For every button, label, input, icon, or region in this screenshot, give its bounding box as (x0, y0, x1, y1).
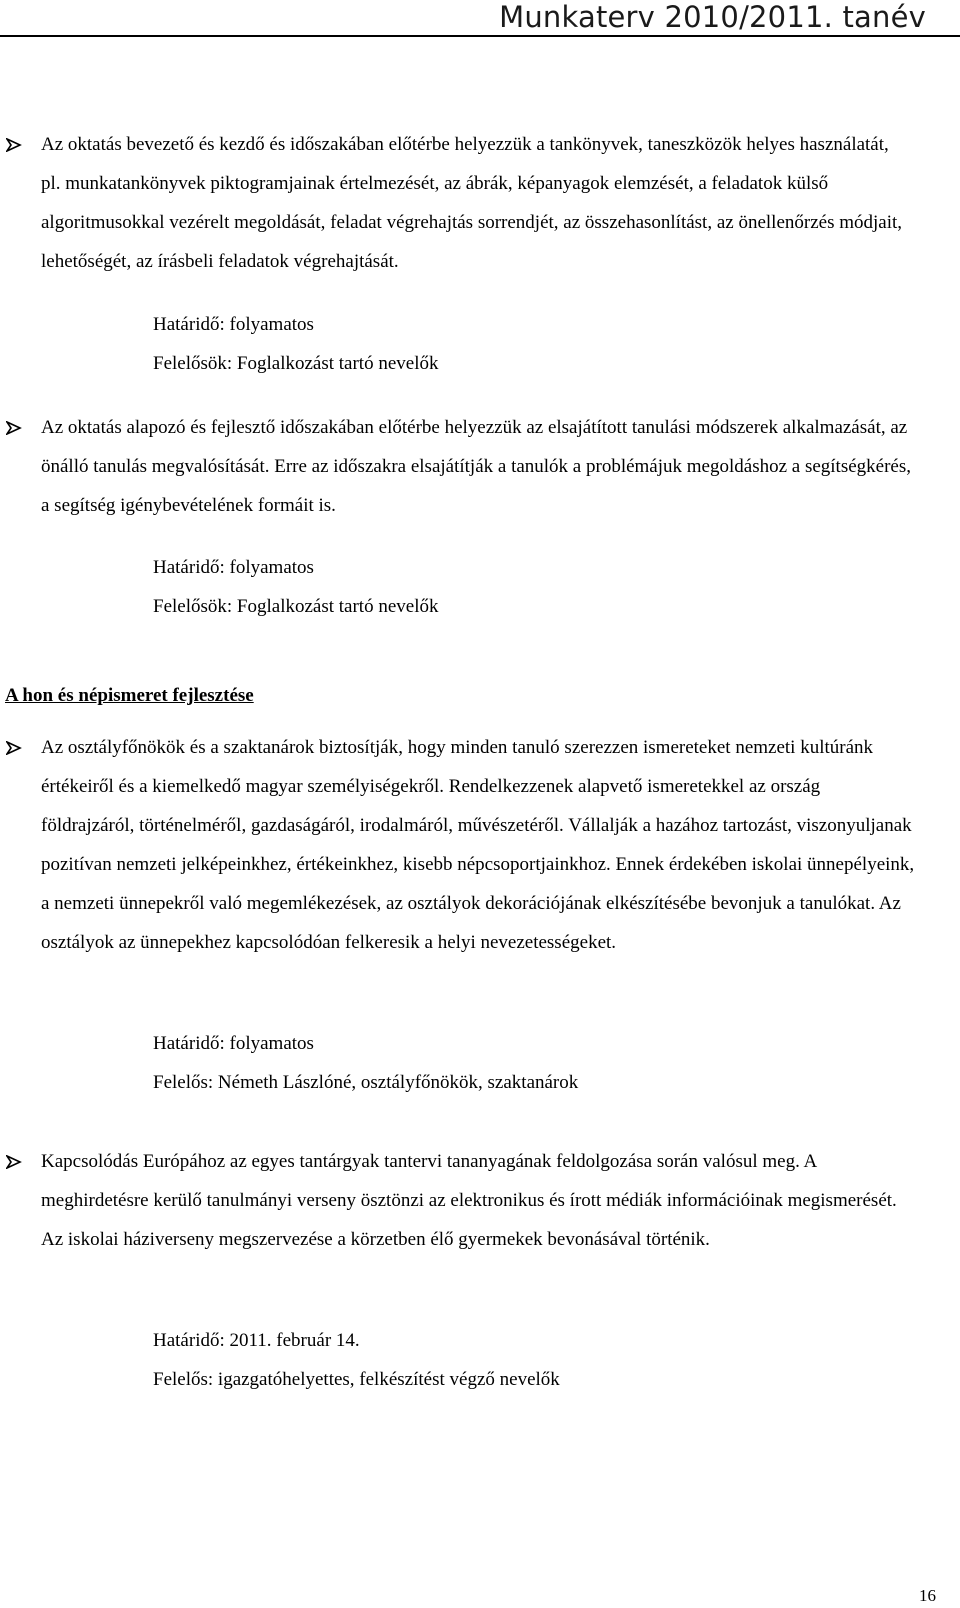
page-number: 16 (919, 1586, 936, 1605)
deadline: Határidő: folyamatos (153, 1033, 314, 1054)
arrow-bullet-icon (6, 1142, 26, 1181)
responsible: Felelős: igazgatóhelyettes, felkészítést végző nevelők (153, 1369, 560, 1390)
bullet-text: Az oktatás alapozó és fejlesztő időszakában előtérbe helyezzük az elsajátított tanulási módszerek alkalmazását, az önálló tanulás megvalósítását. Erre az időszakra elsajátítják a tanulók a problémájuk megoldáshoz a segítségkérés, a segítség igénybevételének formáit is. (41, 417, 912, 516)
arrow-bullet-icon (6, 728, 26, 767)
deadline: Határidő: folyamatos (153, 557, 314, 578)
responsible: Felelősök: Foglalkozást tartó nevelők (153, 596, 439, 617)
header-divider (0, 35, 960, 37)
arrow-bullet-icon (6, 408, 26, 447)
bullet-item (6, 728, 916, 962)
responsible: Felelős: Németh Lászlóné, osztályfőnökök, szaktanárok (153, 1072, 579, 1093)
bullet-text: Kapcsolódás Európához az egyes tantárgyak tantervi tananyagának feldolgozása során valósul meg. A meghirdetésre kerülő tanulmányi verseny ösztönzi az elektronikus és írott médiák információinak megismerését. Az iskolai háziverseny megszervezése a körzetben élő gyermekek bevonásával történik. (41, 1151, 897, 1250)
bullet-text: Az osztályfőnökök és a szaktanárok biztosítják, hogy minden tanuló szerezzen ismereteket nemzeti kultúránk értékeiről és a kiemelkedő magyar személyiségekről. Rendelkezzenek alapvető ismeretekkel az ország földrajzáról, történelméről, gazdaságáról, irodalmáról, művészetéről. Vállalják a hazához tartozást, viszonyuljanak pozitívan nemzeti jelképeinkhez, értékeinkhez, kisebb népcsoportjainkhoz. Ennek érdekében iskolai ünnepélyeink, a nemzeti ünnepekről való megemlékezések, az osztályok dekorációjának elkészítésébe bevonjuk a tanulókat. Az osztályok az ünnepekhez kapcsolódóan felkeresik a helyi nevezetességeket. (41, 737, 915, 953)
responsible: Felelősök: Foglalkozást tartó nevelők (153, 353, 439, 374)
header-title: Munkaterv 2010/2011. tanév (499, 0, 926, 34)
deadline: Határidő: 2011. február 14. (153, 1330, 360, 1351)
bullet-item (6, 408, 916, 525)
bullet-item (6, 125, 916, 281)
bullet-item (6, 1142, 916, 1259)
deadline: Határidő: folyamatos (153, 314, 314, 335)
bullet-text: Az oktatás bevezető és kezdő és időszakában előtérbe helyezzük a tankönyvek, taneszközök helyes használatát, pl. munkatankönyvek piktogramjainak értelmezését, az ábrák, képanyagok elemzését, a feladatok külső algoritmusokkal vezérelt megoldását, feladat végrehajtás sorrendjét, az összehasonlítást, az önellenőrzés módjait, lehetőségét, az írásbeli feladatok végrehajtását. (41, 134, 903, 272)
section-heading: A hon és népismeret fejlesztése (5, 685, 254, 706)
arrow-bullet-icon (6, 125, 26, 164)
